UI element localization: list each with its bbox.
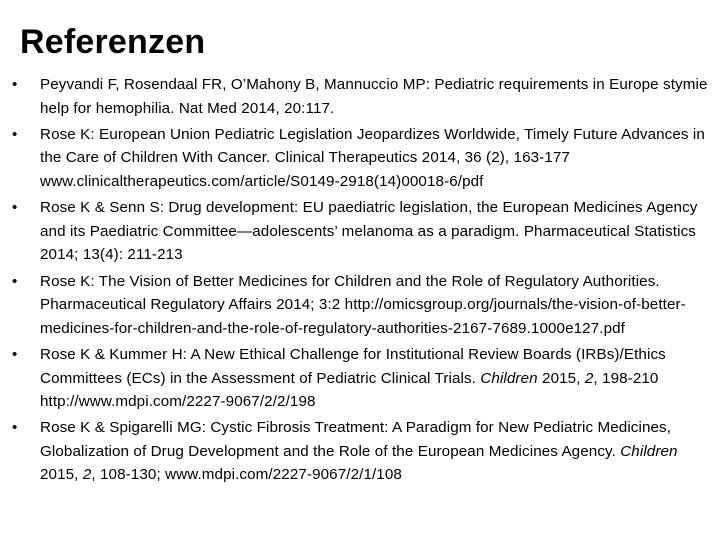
bullet-icon: • (12, 199, 18, 217)
bullet-icon: • (12, 419, 18, 437)
reference-text: Rose K: The Vision of Better Medicines for Children and the Role of Regulatory Authorities. Pharmaceutical Regulatory Affairs 2014; 3:2 http://omicsgroup.org/journals/the-vision-of-better-medicines-for-children-and-the-role-of-regulatory-authorities-2167-7689.1000e127.pdf (40, 272, 686, 337)
bullet-icon: • (12, 125, 18, 143)
reference-text: 2015, (537, 369, 585, 387)
bullet-icon: • (12, 76, 18, 93)
journal-name: Children (480, 369, 538, 387)
reference-text: Rose K & Spigarelli MG: Cystic Fibrosis Treatment: A Paradigm for New Pediatric Medicines, Globalization of Drug Development and the Role of the European Medicines Agency. (40, 419, 672, 460)
bullet-icon: • (12, 272, 18, 290)
slide-title: Referenzen (20, 23, 206, 61)
bullet-icon: • (12, 345, 18, 363)
reference-list (12, 73, 718, 490)
reference-item (12, 73, 718, 120)
volume-number: 2 (584, 369, 594, 387)
reference-item (12, 123, 718, 194)
reference-item (12, 416, 718, 487)
reference-item (12, 270, 718, 341)
reference-text: Rose K & Senn S: Drug development: EU paediatric legislation, the European Medicines Agency and its Paediatric Committee—adolescents’ melanoma as a paradigm. Pharmaceutical Statistics 2014; 13(4): 211-213 (40, 199, 698, 264)
volume-number: 2 (82, 466, 92, 484)
reference-text: , 198-210 http://www.mdpi.com/2227-9067/2/2/198 (40, 369, 659, 411)
reference-item (12, 343, 718, 414)
reference-text: , 108-130; www.mdpi.com/2227-9067/2/1/108 (91, 466, 402, 484)
reference-text: Peyvandi F, Rosendaal FR, O’Mahony B, Mannuccio MP: Pediatric requirements in Europe stymie help for hemophilia. Nat Med 2014, 20:117. (40, 76, 708, 117)
reference-text: Rose K & Kummer H: A New Ethical Challenge for Institutional Review Boards (IRBs)/Ethics Committees (ECs) in the Assessment of Pediatric Clinical Trials. (40, 345, 666, 387)
reference-text: Rose K: European Union Pediatric Legislation Jeopardizes Worldwide, Timely Future Advances in the Care of Children With Cancer. Clinical Therapeutics 2014, 36 (2), 163-177 www.clinicaltherapeutics.com/article/S0149-2918(14)00018-6/pdf (40, 125, 705, 190)
reference-item (12, 196, 718, 267)
journal-name: Children (620, 442, 678, 460)
reference-text: 2015, (40, 466, 83, 484)
